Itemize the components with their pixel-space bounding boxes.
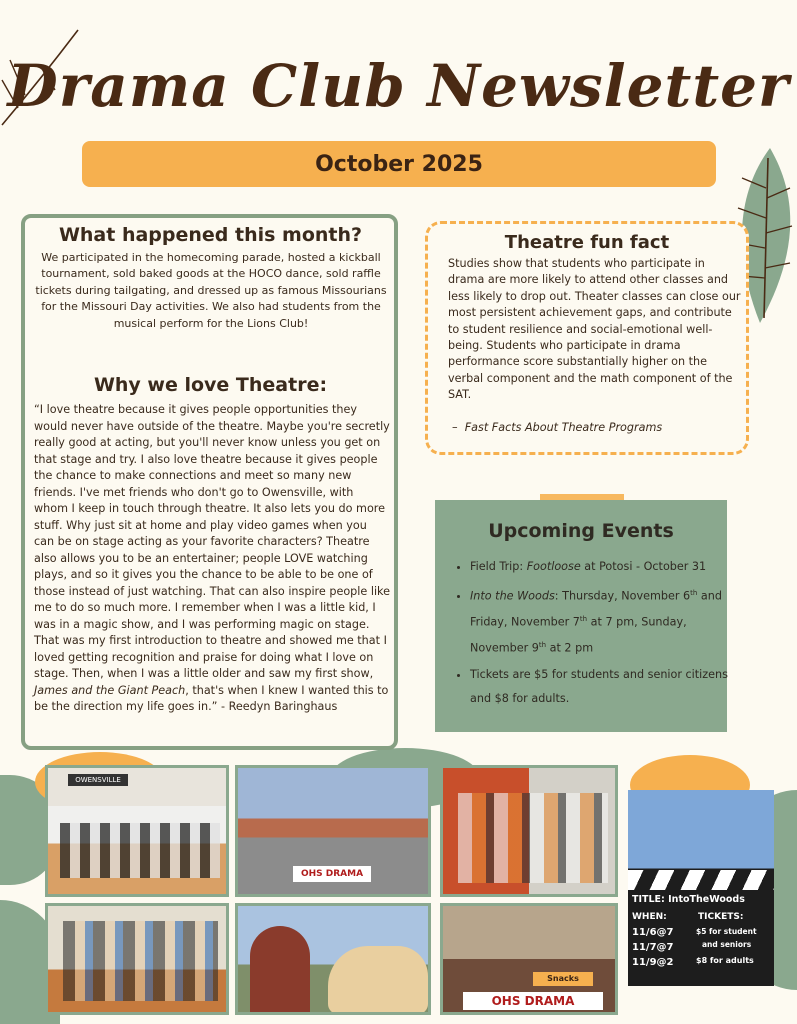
citation-dash: – bbox=[452, 421, 458, 434]
event-item: • Tickets are $5 for students and senior citizens and $8 for adults. bbox=[470, 663, 740, 710]
citation-source: Fast Facts About Theatre Programs bbox=[464, 421, 663, 434]
this-month-heading: What happened this month? bbox=[58, 224, 363, 246]
slate-price-1: $5 for student bbox=[696, 927, 757, 936]
event-item: • Field Trip: Footloose at Potosi - October 31 bbox=[470, 555, 740, 579]
quote-show-title: James and the Giant Peach bbox=[34, 683, 186, 697]
photo-costumed-students bbox=[440, 765, 618, 897]
slate-when-label: WHEN: bbox=[632, 912, 667, 922]
photo-kickball-team bbox=[45, 765, 229, 897]
slate-date-3: 11/9@2 bbox=[632, 957, 674, 968]
fun-fact-text: Studies show that students who participate in drama are more likely to attend other classes and less likely to drop out. Theater classes can close our most persistent achievement gaps, and contribute to student resilience and social-emotional well-being. Students who participate in drama performance score substantially higher on the verbal component and the math component of the SAT. bbox=[448, 257, 741, 402]
scoreboard: OWENSVILLE bbox=[68, 774, 128, 786]
page-title: Drama Club Newsletter bbox=[7, 52, 790, 120]
event-item: • Into the Woods: Thursday, November 6th and Friday, November 7th at 7 pm, Sunday, November 9th at 2 pm bbox=[470, 582, 740, 661]
fun-fact-citation bbox=[452, 421, 742, 434]
snacks-sign: Snacks bbox=[533, 972, 593, 986]
fun-fact-heading: Theatre fun fact bbox=[504, 232, 670, 253]
slate-price-2: $8 for adults bbox=[696, 956, 754, 965]
quote-text-1: “I love theatre because it gives people opportunities they would never have outside of the theatre. Maybe you're secretly really good at acting, but you'll never know unless you get on that stage and try. I also love theatre because it gives people the chance to make connections and meet so many new friends. I've met friends who don't go to Owensville, with whom I keep in touch through theatre. It also lets you do more stuff. Why just sit at home and play video games when you can be on stage acting as your favorite characters? Theatre also allows you to be an entertainer; people LOVE watching plays, and so it gives you the chance to be able to be one of those instead of just watching. That can also inspire people like me to do so much more. I remember when I was a little kid, I was in a magic show, and I was performing magic on stage. That was my first introduction to theatre and showed me that I loved getting recognition and praise for doing what I love on stage. Then, when I was a little older and saw my first show, bbox=[34, 403, 391, 680]
slate-date-2: 11/7@7 bbox=[632, 942, 674, 953]
this-month-text: We participated in the homecoming parade, hosted a kickball tournament, sold baked goods at the HOCO dance, sold raffle tickets during tailgating, and dressed up as famous Missourians for the Missouri Day activities. We also had students from the musical perform for the Lions Club! bbox=[35, 251, 387, 330]
slate-date-1: 11/6@7 bbox=[632, 927, 674, 938]
photo-parade-group bbox=[235, 765, 431, 897]
why-theatre-quote bbox=[34, 402, 390, 716]
ohs-drama-banner: OHS DRAMA bbox=[463, 992, 603, 1010]
photo-performer-cow bbox=[235, 903, 431, 1015]
photo-bake-sale bbox=[440, 903, 618, 1015]
photo-group-costumes bbox=[45, 903, 229, 1015]
slate-price-1b: and seniors bbox=[702, 940, 752, 949]
events-list bbox=[452, 555, 740, 713]
quote-text-2: , that's when I knew I wanted this to be the direction my life goes in.” - Reedyn Baringhaus bbox=[34, 683, 389, 713]
date-banner: October 2025 bbox=[82, 141, 716, 187]
slate-title: TITLE: IntoTheWoods bbox=[632, 894, 745, 905]
slate-tickets-label: TICKETS: bbox=[698, 912, 744, 922]
ohs-drama-banner: OHS DRAMA bbox=[293, 866, 371, 882]
events-heading: Upcoming Events bbox=[488, 520, 674, 542]
photo-clapboard-tickets bbox=[628, 790, 774, 986]
why-theatre-heading: Why we love Theatre: bbox=[93, 374, 328, 396]
